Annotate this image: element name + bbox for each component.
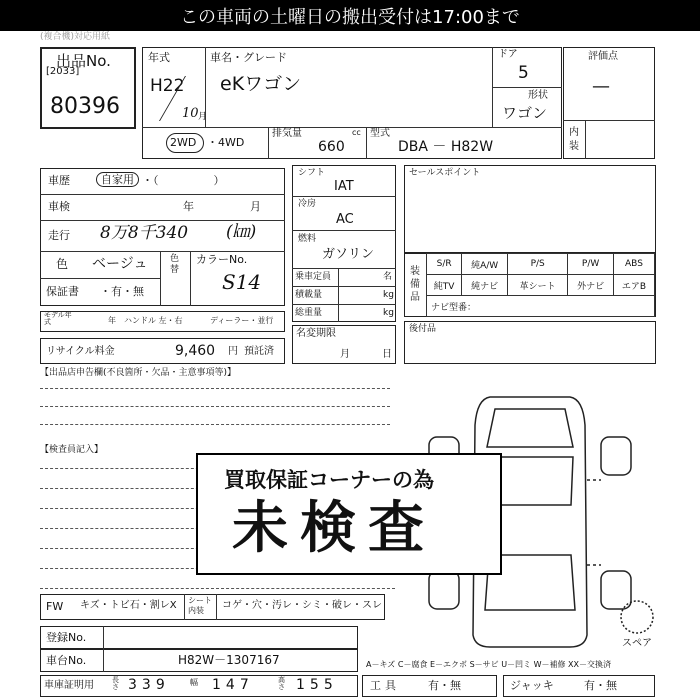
car-name: eKワゴン	[220, 73, 302, 95]
equipment-item: 純A/W	[462, 254, 508, 275]
deadline-month: 月	[340, 349, 350, 360]
garage-cert-label: 車庫証明用	[44, 680, 94, 691]
tools-value: 有・無	[428, 679, 461, 692]
sales-point-label: セールスポイント	[409, 168, 481, 178]
warranty-label: 保証書	[46, 285, 79, 298]
model-value: DBA － H82W	[398, 139, 494, 155]
equipment-item: ABS	[613, 254, 654, 275]
fuel-value: ガソリン	[322, 247, 375, 262]
shape-label: 形状	[528, 90, 548, 101]
doors-value: 5	[518, 63, 529, 83]
score-label: 評価点	[588, 51, 618, 62]
colorcode-label: カラーNo.	[196, 253, 248, 266]
displacement-label: 排気量	[272, 128, 302, 139]
height-value: 155	[296, 677, 338, 693]
shift-value: IAT	[334, 179, 354, 194]
sales-point-box	[404, 165, 656, 253]
gross-label: 総重量	[295, 308, 323, 318]
form-header: (複合機)対応用紙	[40, 32, 111, 42]
deadline-label: 名変期限	[296, 328, 336, 339]
ac-label: 冷房	[298, 199, 317, 209]
gross-unit: kg	[383, 308, 394, 318]
height-label: 高さ	[278, 676, 285, 691]
stamp-line1: 買取保証コーナーの為	[224, 468, 434, 492]
equipment-item: エアB	[613, 275, 654, 296]
history-value: 自家用	[96, 172, 139, 187]
shift-label: シフト	[298, 168, 326, 178]
drive-4wd: ・4WD	[207, 136, 245, 149]
ac-value: AC	[336, 212, 354, 227]
equipment-item: 革シート	[508, 275, 568, 296]
mileage-unit-mark: (㎞)	[226, 222, 257, 242]
unchecked-stamp	[196, 453, 502, 575]
seller-notes-label: 【出品店申告欄(不良箇所・欠品・主意事項等)】	[40, 368, 237, 378]
shape-value: ワゴン	[502, 104, 548, 122]
equipment-label: 装備品	[410, 266, 420, 303]
stamp-line2: 未検査	[232, 496, 436, 561]
damage-legend: A－キズ C－腐食 E－エクボ S－サビ U－凹ミ W－補修 XX－交換済	[366, 660, 612, 669]
fw-label: FW	[46, 600, 64, 613]
color-label: 色	[56, 257, 69, 271]
registration-row	[40, 626, 358, 649]
inspection-label: 車検	[48, 200, 70, 213]
seat-value: コゲ・穴・汚レ・シミ・破レ・スレ	[222, 600, 382, 611]
inspection-month: 月	[250, 200, 261, 213]
capacity-unit: 名	[383, 272, 393, 282]
drive-2wd: 2WD	[170, 136, 197, 149]
handle-option: ハンドル 左・右	[124, 316, 183, 325]
loadcap-unit: kg	[383, 290, 394, 300]
navi-model: ナビ型番：	[427, 296, 655, 317]
chassis-value: H82W－1307167	[178, 653, 280, 667]
lot-number: 80396	[50, 94, 120, 119]
aftermarket-box	[404, 321, 656, 364]
tools-label: 工具	[370, 679, 400, 692]
warranty-value: ・有・無	[100, 285, 144, 298]
spare-label: スペア	[622, 638, 652, 649]
modelyear-label: モデル年式	[44, 311, 72, 326]
fuel-label: 燃料	[298, 234, 317, 244]
score-value: —	[592, 76, 610, 97]
equipment-item: 外ナビ	[568, 275, 614, 296]
mileage-value: 8万8千340	[100, 223, 189, 243]
doors-label: ドア	[498, 49, 518, 60]
seat-label: シート内装	[188, 596, 212, 615]
color-value: ベージュ	[92, 256, 148, 272]
equipment-item: P/W	[568, 254, 614, 275]
equipment-item: 純ナビ	[462, 275, 508, 296]
registration-label: 登録No.	[46, 631, 87, 644]
length-value: 339	[128, 677, 170, 693]
equipment-table	[426, 253, 655, 317]
width-label: 幅	[190, 678, 198, 687]
name-label: 車名・グレード	[210, 51, 287, 64]
year-label: 年式	[148, 51, 170, 64]
year-month-unit: 月	[198, 112, 208, 122]
color-change-label: 色替	[170, 254, 180, 275]
recycle-label: リサイクル料金	[46, 346, 115, 357]
loadcap-label: 積載量	[295, 290, 323, 300]
mileage-label: 走行	[48, 229, 70, 242]
history-label: 車歴	[48, 174, 70, 187]
dealer-option: ディーラー・並行	[210, 316, 274, 325]
width-value: 147	[212, 677, 254, 693]
chassis-label: 車台No.	[46, 654, 87, 667]
aftermarket-label: 後付品	[409, 324, 437, 334]
recycle-unit: 円	[228, 346, 238, 357]
history-other: ・（ ）	[142, 174, 225, 187]
inspection-year: 年	[183, 200, 194, 213]
equipment-item: S/R	[427, 254, 462, 275]
displacement-value: 660	[318, 139, 345, 155]
length-label: 長さ	[112, 676, 119, 691]
modelyear-year: 年	[108, 316, 116, 325]
year-era: H22	[150, 76, 185, 96]
capacity-label: 乗車定員	[295, 272, 332, 282]
fw-value: キズ・トビ石・割レX	[80, 600, 177, 611]
displacement-unit: cc	[352, 128, 361, 137]
lot-code: [2033]	[46, 66, 80, 77]
recycle-value: 9,460	[175, 343, 216, 359]
jack-value: 有・無	[584, 679, 617, 692]
equipment-item: P/S	[508, 254, 568, 275]
notice-banner: この車両の土曜日の搬出受付は17:00まで	[0, 0, 700, 31]
equipment-item: 純TV	[427, 275, 462, 296]
jack-label: ジャッキ	[510, 679, 554, 692]
deadline-day: 日	[382, 349, 392, 360]
recycle-note: 預託済	[244, 346, 274, 357]
year-month: 10	[182, 106, 199, 121]
model-label: 型式	[370, 128, 390, 139]
lot-label: 出品No.	[56, 52, 111, 70]
colorcode-value: S14	[222, 270, 262, 294]
inspector-label: 【検査員記入】	[40, 445, 104, 455]
interior-label: 内装	[569, 127, 579, 152]
